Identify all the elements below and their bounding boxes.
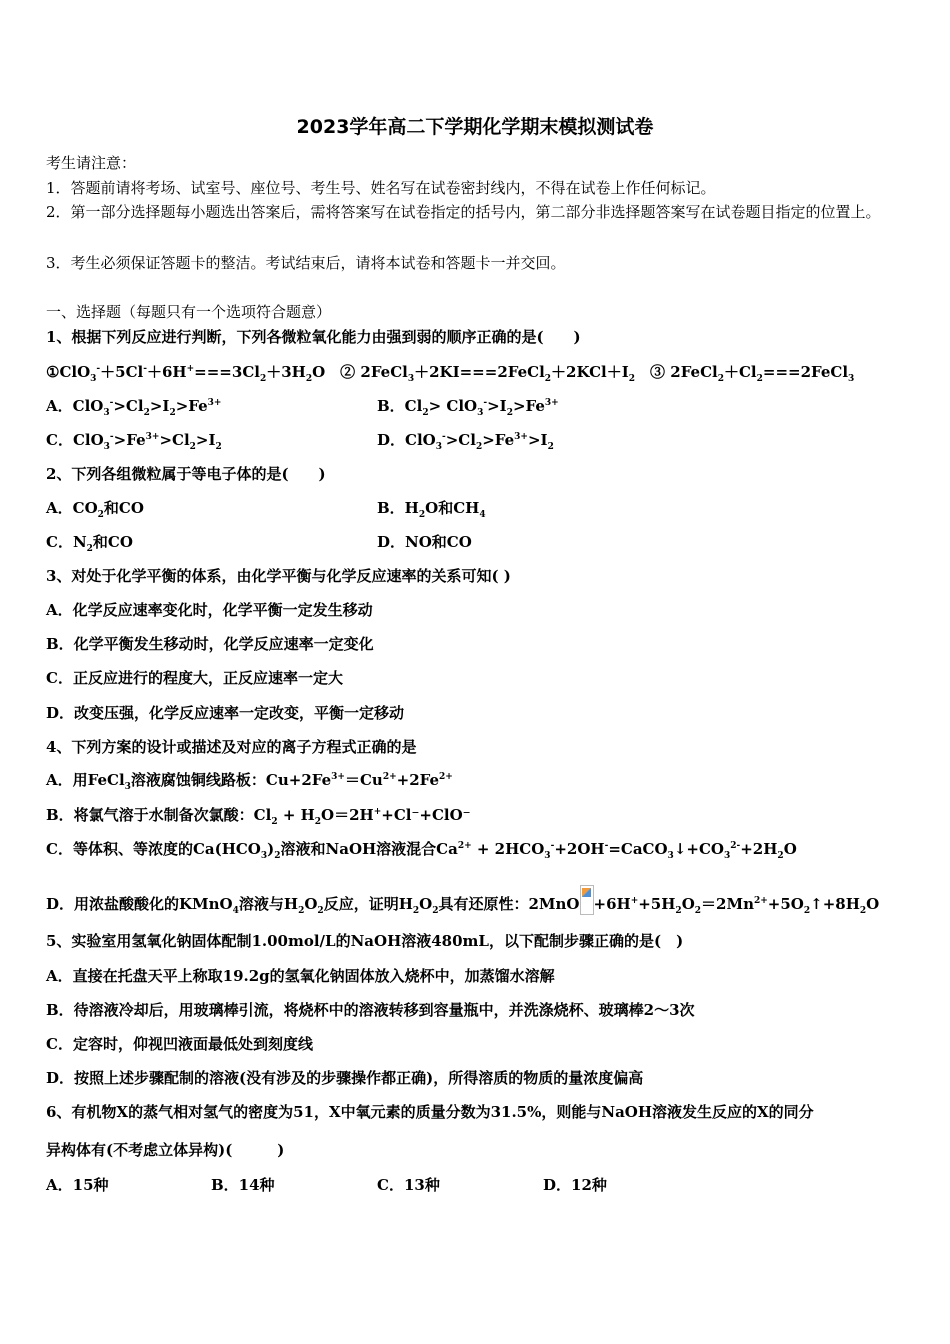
page-title: 2023学年高二下学期化学期末模拟测试卷 [296, 116, 654, 138]
q2-option-b[interactable]: B．$H_2O$和$CH_4$ [377, 499, 486, 520]
q1-option-b[interactable]: B．$Cl_2> ClO_3^->I_2>Fe^{3+}$ [377, 397, 559, 418]
notice-heading: 考生请注意： [46, 154, 137, 172]
q5-option-c[interactable]: C．定容时，仰视凹液面最低处到刻度线 [46, 1035, 313, 1053]
notice-item-3: 3．考生必须保证答题卡的整洁。考试结束后，请将本试卷和答题卡一并交回。 [46, 254, 566, 272]
q4-option-c[interactable]: C．等体积、等浓度的$Ca(HCO_3)_2$溶液和NaOH溶液混合$Ca^{2+}$ + $2HCO_3^-+2OH^-=CaCO_3↓+CO_3^{2-}+2H_2O$ [46, 840, 797, 861]
q2-stem: 2、下列各组微粒属于等电子体的是( ) [46, 465, 326, 483]
q1-reactions: $①ClO_3^-+5Cl^-+6H^+===3Cl_2+3H_2O$ ② $2FeCl_3+2KI===2FeCl_2+2KCl+I_2$ ③ $2FeCl_2+Cl_2===2FeCl_3$ [46, 363, 855, 384]
q4-option-d[interactable]: D．用浓盐酸酸化的KMnO$_4$溶液与$H_2O_2$反应，证明$H_2O_2$具有还原性：2MnO $+6H^++5H_2O_2=2Mn^{2+}+5O_2↑+8H_2O$ [46, 885, 879, 915]
q6-option-d[interactable]: D．12种 [543, 1176, 607, 1194]
q5-option-a[interactable]: A．直接在托盘天平上称取19.2g的氢氧化钠固体放入烧杯中，加蒸馏水溶解 [46, 967, 555, 985]
q3-option-d[interactable]: D．改变压强，化学反应速率一定改变，平衡一定移动 [46, 704, 405, 722]
q1-option-c[interactable]: C．$ClO_3^->Fe^{3+}>Cl_2>I_2$ [46, 431, 222, 452]
notice-item-1: 1．答题前请将考场、试室号、座位号、考生号、姓名写在试卷密封线内，不得在试卷上作任何标记。 [46, 179, 716, 197]
broken-image-icon [580, 885, 594, 915]
q2-option-c[interactable]: C．$N_2$和CO [46, 533, 133, 554]
q6-stem-line2: 异构体有(不考虑立体异构)( ) [46, 1141, 285, 1159]
q6-option-b[interactable]: B．14种 [211, 1176, 275, 1194]
q3-option-a[interactable]: A．化学反应速率变化时，化学平衡一定发生移动 [46, 601, 373, 619]
q2-option-a[interactable]: A．$CO_2$和CO [46, 499, 144, 520]
q5-option-d[interactable]: D．按照上述步骤配制的溶液(没有涉及的步骤操作都正确)，所得溶质的物质的量浓度偏高 [46, 1069, 644, 1087]
q3-stem: 3、对处于化学平衡的体系，由化学平衡与化学反应速率的关系可知( ) [46, 567, 511, 585]
q4-option-b[interactable]: B．将氯气溶于水制备次氯酸：$Cl_2 + H_2O=2H^++Cl^-+ClO^-$ [46, 806, 471, 827]
q2-option-d[interactable]: D．NO和CO [377, 533, 472, 551]
q6-stem-line1: 6、有机物X的蒸气相对氢气的密度为51，X中氧元素的质量分数为31.5%，则能与NaOH溶液发生反应的X的同分 [46, 1103, 814, 1121]
notice-item-2: 2．第一部分选择题每小题选出答案后，需将答案写在试卷指定的括号内，第二部分非选择题答案写在试卷题目指定的位置上。 [46, 203, 881, 221]
q6-option-a[interactable]: A．15种 [46, 1176, 109, 1194]
q3-option-b[interactable]: B．化学平衡发生移动时，化学反应速率一定变化 [46, 635, 374, 653]
q1-option-a[interactable]: A．$ClO_3^->Cl_2>I_2>Fe^{3+}$ [46, 397, 222, 418]
q6-option-c[interactable]: C．13种 [377, 1176, 440, 1194]
q4-stem: 4、下列方案的设计或描述及对应的离子方程式正确的是 [46, 738, 417, 756]
section-heading: 一、选择题（每题只有一个选项符合题意） [46, 303, 332, 321]
q5-stem: 5、实验室用氢氧化钠固体配制1.00mol/L的NaOH溶液480mL，以下配制步骤正确的是( ) [46, 932, 684, 950]
q4-option-a[interactable]: A．用FeCl$_3$溶液腐蚀铜线路板：$Cu+2Fe^{3+}=Cu^{2+}+2Fe^{2+}$ [46, 771, 453, 792]
q1-option-d[interactable]: D．$ClO_3^->Cl_2>Fe^{3+}>I_2$ [377, 431, 554, 452]
q5-option-b[interactable]: B．待溶液冷却后，用玻璃棒引流，将烧杯中的溶液转移到容量瓶中，并洗涤烧杯、玻璃棒2～3次 [46, 1001, 695, 1019]
q1-stem: 1、根据下列反应进行判断，下列各微粒氧化能力由强到弱的顺序正确的是( ) [46, 328, 581, 346]
q3-option-c[interactable]: C．正反应进行的程度大，正反应速率一定大 [46, 669, 343, 687]
